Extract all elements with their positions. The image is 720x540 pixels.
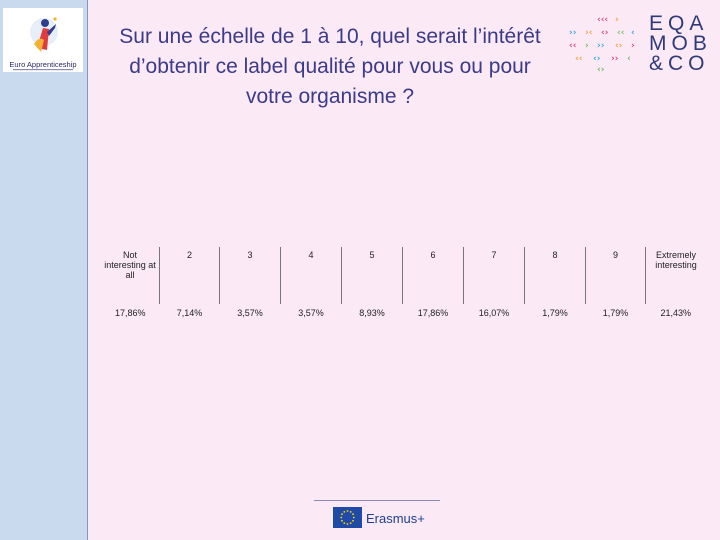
- svg-text:›: ›: [631, 41, 635, 51]
- rating-value: 21,43%: [660, 308, 692, 318]
- euro-apprenticeship-logo: [3, 8, 83, 72]
- rating-value: 16,07%: [478, 308, 510, 318]
- svg-text:‹: ‹: [631, 28, 635, 38]
- rating-value: 17,86%: [417, 308, 449, 318]
- rating-value: 3,57%: [298, 308, 324, 318]
- sidebar: [0, 0, 88, 540]
- svg-text:‹›: ‹›: [593, 54, 601, 64]
- logo-underline: [3, 69, 83, 71]
- svg-text:‹›: ‹›: [601, 28, 609, 38]
- svg-text:‹‹: ‹‹: [617, 28, 625, 38]
- rating-value: 1,79%: [602, 308, 629, 318]
- apprentice-figure-icon: [29, 14, 59, 58]
- rating-label: 2: [160, 247, 220, 304]
- rating-label: Not interesting at all: [101, 247, 160, 304]
- footer-divider: [314, 500, 440, 501]
- eqamob-line-2: MOB: [649, 32, 712, 55]
- rating-value: 3,57%: [237, 308, 263, 318]
- svg-text:›: ›: [615, 15, 619, 25]
- eqamob-line-3: &CO: [649, 52, 710, 75]
- rating-value: 17,86%: [114, 308, 146, 318]
- rating-table: [101, 247, 706, 328]
- rating-label: 4: [281, 247, 342, 304]
- eqamob-wordmark: [649, 14, 712, 74]
- eqamob-line-1: EQA: [649, 12, 709, 35]
- arrows-pattern-icon: [567, 12, 643, 74]
- svg-text:‹›: ‹›: [597, 65, 605, 74]
- eqamob-logo: [567, 12, 712, 74]
- svg-text:›‹: ›‹: [585, 28, 593, 38]
- svg-text:‹‹: ‹‹: [575, 54, 583, 64]
- svg-text:‹: ‹: [627, 54, 631, 64]
- rating-labels-row: [101, 247, 706, 304]
- svg-text:‹‹‹: ‹‹‹: [597, 15, 609, 25]
- rating-value: 1,79%: [542, 308, 568, 318]
- svg-text:››: ››: [569, 28, 577, 38]
- rating-label: 7: [464, 247, 525, 304]
- erasmus-label: Erasmus+: [366, 511, 425, 526]
- rating-value: 8,93%: [359, 308, 385, 318]
- rating-value: 7,14%: [176, 308, 203, 318]
- rating-label: 6: [403, 247, 464, 304]
- svg-text:››: ››: [611, 54, 619, 64]
- rating-label: Extremely interesting: [655, 250, 697, 270]
- rating-values-row: [101, 304, 706, 328]
- svg-text:››: ››: [597, 41, 605, 51]
- rating-label: 3: [220, 247, 281, 304]
- rating-label: 8: [525, 247, 586, 304]
- slide-title: Sur une échelle de 1 à 10, quel serait l’intérêt d’obtenir ce label qualité pour vous ou pour votre organisme ?: [119, 25, 541, 108]
- eu-flag-icon: [333, 507, 362, 528]
- svg-text:‹‹: ‹‹: [569, 41, 577, 51]
- svg-text:‹›: ‹›: [615, 41, 623, 51]
- euro-apprenticeship-label: Euro Apprenticeship: [9, 60, 77, 69]
- rating-label: 9: [586, 247, 646, 304]
- rating-label: 5: [342, 247, 403, 304]
- svg-text:›: ›: [585, 41, 589, 51]
